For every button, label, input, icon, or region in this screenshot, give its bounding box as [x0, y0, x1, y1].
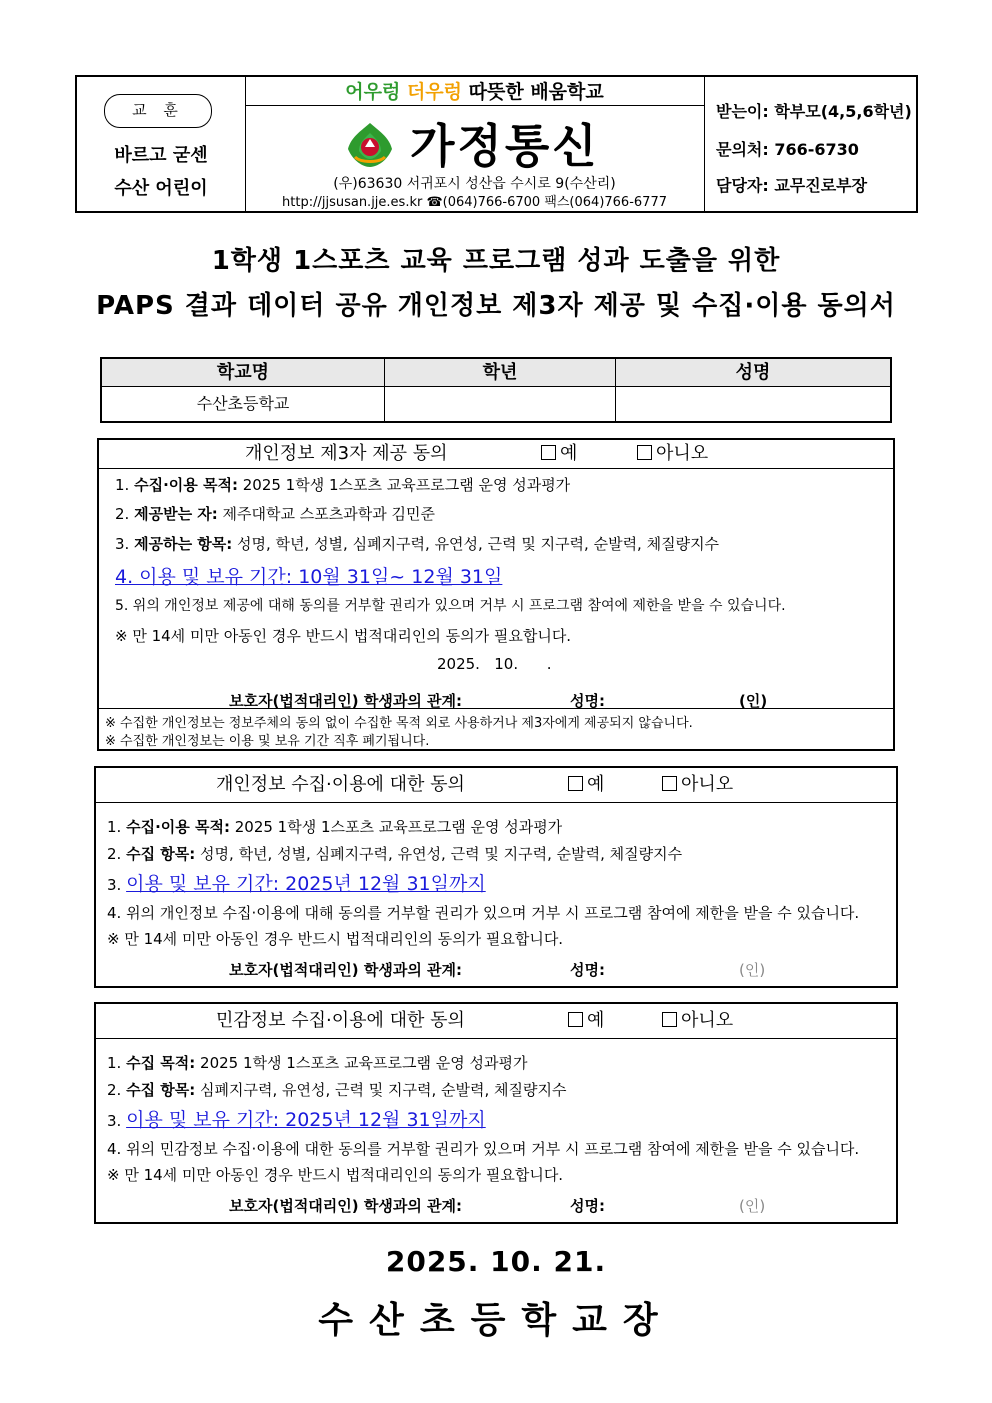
document-title-line-1: 1학생 1스포츠 교육 프로그램 성과 도출을 위한 [211, 246, 781, 276]
consent-item-1: 1. 수집·이용 목적: 2025 1학생 1스포츠 교육프로그램 운영 성과평가 [107, 818, 563, 836]
no-label: 아니오 [681, 774, 734, 795]
slogan-part-2: 더우렁 [406, 81, 463, 103]
consent-heading-row [96, 1004, 896, 1039]
principal-signature: 수산초등학교장 [318, 1300, 674, 1341]
refusal-right: 5. 위의 개인정보 제공에 대해 동의를 거부할 권리가 있으며 거부 시 프로그램 참여에 제한을 받을 수 있습니다. [115, 598, 786, 614]
seal-label: (인) [739, 1197, 766, 1215]
consent-item-2: 2. 제공받는 자: 제주대학교 스포츠과학과 김민준 [115, 505, 435, 523]
retention-period: 4. 이용 및 보유 기간: 10월 31일~ 12월 31일 [115, 566, 503, 588]
no-option[interactable] [637, 440, 708, 468]
privacy-note-1: ※ 수집한 개인정보는 정보주체의 동의 없이 수집한 목적 외로 사용하거나 제3자에게 제공되지 않습니다. [105, 716, 693, 731]
school-address: (우)63630 서귀포시 성산읍 수시로 9(수산리) [333, 176, 616, 192]
table-header-name: 성명 [616, 359, 890, 387]
yes-checkbox[interactable] [541, 445, 556, 460]
guardian-relation-label: 보호자(법적대리인) 학생과의 관계: [229, 692, 463, 710]
issue-date: 2025. 10. 21. [385, 1245, 607, 1278]
consent-item-3: 3. 제공하는 항목: 성명, 학년, 성별, 심폐지구력, 유연성, 근력 및 지구력, 순발력, 체질량지수 [115, 535, 720, 553]
guardian-relation-label: 보호자(법적대리인) 학생과의 관계: [229, 961, 463, 979]
guardian-name-label: 성명: [570, 1197, 605, 1215]
no-checkbox[interactable] [637, 445, 652, 460]
yes-option[interactable] [541, 440, 577, 468]
school-name-value: 수산초등학교 [102, 387, 385, 421]
consent-heading-row [99, 440, 893, 469]
motto-label: 교 훈 [104, 94, 212, 128]
privacy-note-2: ※ 수집한 개인정보는 이용 및 보유 기간 직후 폐기됩니다. [105, 734, 430, 749]
consent-date: 2025. 10. . [437, 655, 552, 673]
retention-period-row: 3. 이용 및 보유 기간: 2025년 12월 31일까지 [107, 1109, 486, 1131]
school-emblem-icon [343, 117, 397, 171]
no-option[interactable] [662, 768, 733, 802]
yes-option[interactable] [568, 1004, 604, 1038]
yes-option[interactable] [568, 768, 604, 802]
collection-consent-box [94, 766, 898, 988]
consent-item-1: 1. 수집 목적: 2025 1학생 1스포츠 교육프로그램 운영 성과평가 [107, 1054, 528, 1072]
consent-item-2: 2. 수집 항목: 심폐지구력, 유연성, 근력 및 지구력, 순발력, 체질량지수 [107, 1081, 567, 1099]
newsletter-title: 가정통신 [410, 119, 600, 173]
grade-field[interactable] [385, 387, 616, 421]
consent-heading: 개인정보 수집·이용에 대한 동의 [216, 774, 465, 795]
consent-heading: 민감정보 수집·이용에 대한 동의 [216, 1010, 465, 1031]
no-option[interactable] [662, 1004, 733, 1038]
retention-period: 이용 및 보유 기간: 2025년 12월 31일까지 [126, 1109, 486, 1131]
guardian-name-label: 성명: [570, 961, 605, 979]
seal-label: (인) [739, 961, 766, 979]
retention-period: 이용 및 보유 기간: 2025년 12월 31일까지 [126, 873, 486, 895]
school-slogan [245, 77, 704, 106]
yes-label: 예 [587, 1010, 605, 1031]
delivery-info-panel [704, 77, 916, 211]
letterhead [75, 75, 918, 213]
no-checkbox[interactable] [662, 776, 677, 791]
retention-period-row: 3. 이용 및 보유 기간: 2025년 12월 31일까지 [107, 873, 486, 895]
guardian-relation-label: 보호자(법적대리인) 학생과의 관계: [229, 1197, 463, 1215]
manager-text: 담당자: 교무진로부장 [716, 176, 868, 195]
table-header-school: 학교명 [102, 359, 385, 387]
yes-label: 예 [560, 443, 578, 464]
yes-checkbox[interactable] [568, 776, 583, 791]
slogan-part-1: 어우렁 [345, 81, 401, 103]
consent-heading: 개인정보 제3자 제공 동의 [245, 443, 448, 464]
student-name-field[interactable] [616, 387, 890, 421]
no-label: 아니오 [656, 443, 709, 464]
third-party-consent-box [97, 438, 895, 751]
minor-notice: ※ 만 14세 미만 아동인 경우 반드시 법적대리인의 동의가 필요합니다. [107, 1166, 564, 1184]
student-info-table [100, 357, 892, 423]
inquiry-text: 문의처: 766-6730 [716, 140, 859, 159]
guardian-name-label: 성명: [570, 692, 605, 710]
school-contact: http://jjsusan.jje.es.kr ☎(064)766-6700 팩스(064)766-6777 [282, 195, 667, 210]
document-title-line-2: PAPS 결과 데이터 공유 개인정보 제3자 제공 및 수집·이용 동의서 [96, 291, 896, 321]
seal-label: (인) [739, 692, 768, 710]
newsletter-panel [245, 77, 705, 211]
yes-label: 예 [587, 774, 605, 795]
minor-notice: ※ 만 14세 미만 아동인 경우 반드시 법적대리인의 동의가 필요합니다. [107, 930, 564, 948]
slogan-part-3: 따뜻한 배움학교 [468, 81, 604, 103]
minor-notice: ※ 만 14세 미만 아동인 경우 반드시 법적대리인의 동의가 필요합니다. [115, 627, 572, 645]
table-header-grade: 학년 [385, 359, 616, 387]
consent-item-2: 2. 수집 항목: 성명, 학년, 성별, 심폐지구력, 유연성, 근력 및 지구력, 순발력, 체질량지수 [107, 845, 683, 863]
yes-checkbox[interactable] [568, 1012, 583, 1027]
school-motto-panel [77, 77, 246, 211]
refusal-right: 4. 위의 민감정보 수집·이용에 대한 동의를 거부할 권리가 있으며 거부 시 프로그램 참여에 제한을 받을 수 있습니다. [107, 1140, 860, 1158]
refusal-right: 4. 위의 개인정보 수집·이용에 대해 동의를 거부할 권리가 있으며 거부 시 프로그램 참여에 제한을 받을 수 있습니다. [107, 904, 860, 922]
no-label: 아니오 [681, 1010, 734, 1031]
sensitive-consent-box [94, 1002, 898, 1224]
consent-heading-row [96, 768, 896, 803]
no-checkbox[interactable] [662, 1012, 677, 1027]
motto-line-2: 수산 어린이 [114, 178, 208, 199]
motto-line-1: 바르고 굳센 [114, 145, 208, 166]
privacy-notes [99, 708, 893, 750]
consent-item-1: 1. 수집·이용 목적: 2025 1학생 1스포츠 교육프로그램 운영 성과평가 [115, 476, 571, 494]
recipient-text: 받는이: 학부모(4,5,6학년) [716, 102, 912, 121]
